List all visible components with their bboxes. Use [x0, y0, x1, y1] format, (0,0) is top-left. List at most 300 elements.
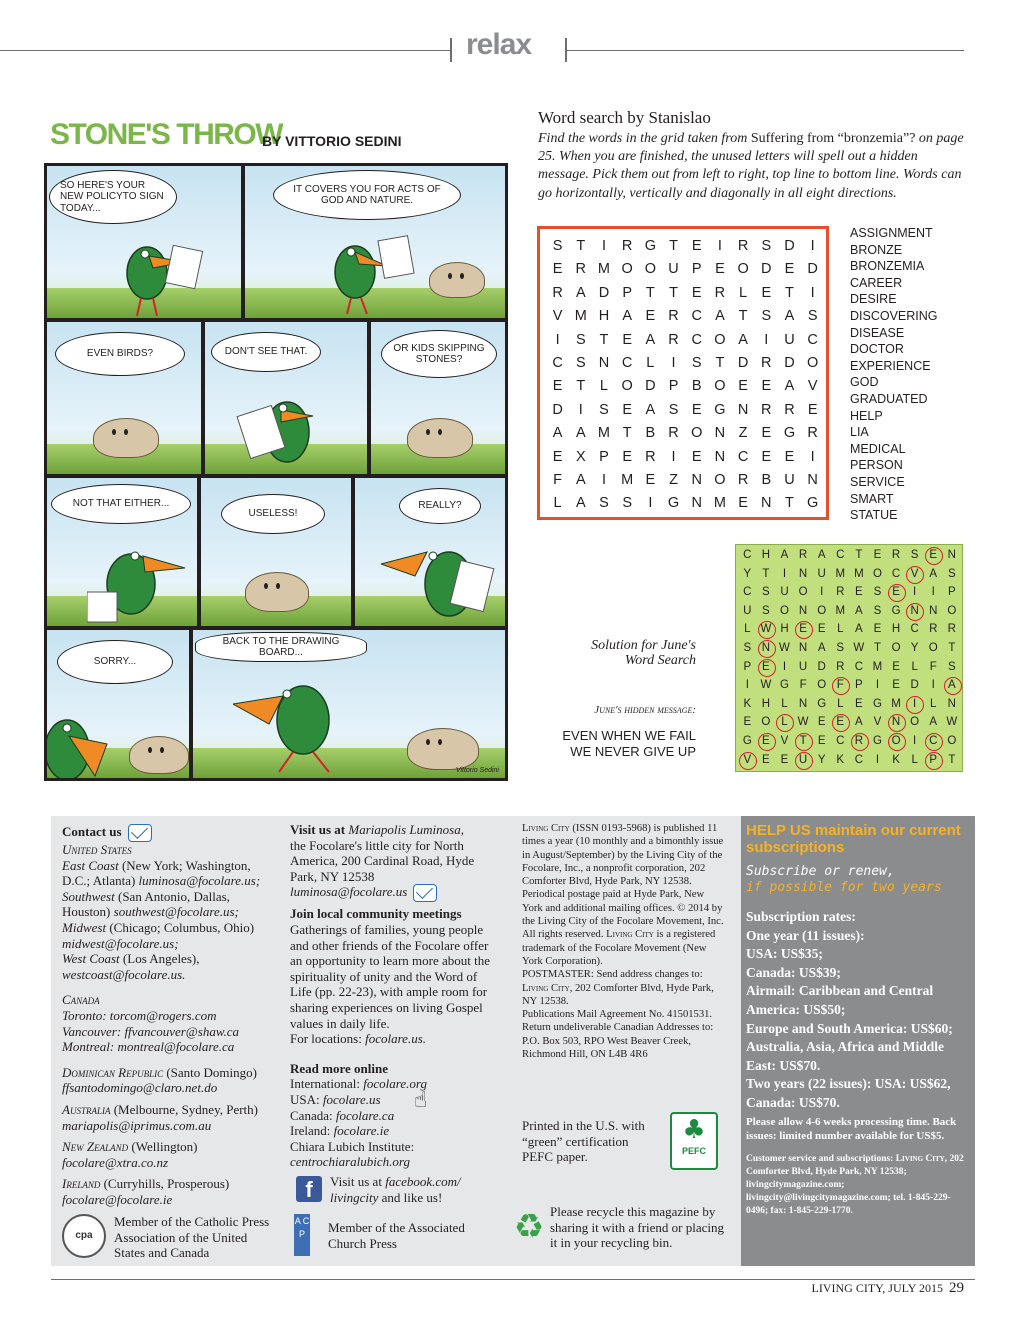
solution-letter: F — [799, 679, 807, 692]
comic-panel-9 — [46, 629, 190, 779]
grid-letter: E — [622, 331, 632, 348]
solution-letter: C — [854, 660, 864, 673]
grid-letter: T — [785, 284, 794, 301]
grid-letter: B — [761, 471, 772, 488]
stone-character — [407, 418, 473, 458]
grid-letter: D — [598, 284, 610, 301]
speech-bubble: EVEN BIRDS? — [55, 332, 185, 376]
help-heading: HELP US maintain our current subscriptions — [746, 822, 961, 856]
grid-letter: C — [691, 331, 702, 348]
grid-letter: U — [784, 471, 795, 488]
grid-letter: E — [691, 448, 702, 465]
solution-caption: Solution for June's Word Search — [591, 638, 696, 668]
solution-letter: E — [743, 716, 752, 729]
southwest-email-link[interactable]: southwest@focolare.us; — [113, 904, 239, 920]
grid-letter: R — [737, 471, 749, 488]
solution-letter: C — [836, 734, 845, 747]
grid-letter: E — [715, 261, 725, 278]
stone-character — [245, 572, 309, 612]
header-tick-left — [450, 38, 452, 62]
grid-letter: R — [761, 401, 772, 418]
solution-letter: T — [948, 641, 956, 654]
grid-letter: E — [761, 378, 772, 395]
grid-letter: E — [552, 448, 563, 465]
grid-letter: N — [761, 495, 772, 512]
grid-letter: T — [715, 354, 725, 371]
solution-letter: S — [762, 604, 770, 617]
solution-letter: W — [946, 716, 958, 729]
solution-letter: S — [743, 641, 752, 654]
circled-letter: F — [831, 676, 850, 695]
grid-letter: E — [784, 448, 795, 465]
solution-letter: A — [855, 604, 863, 617]
word-list-item: STATUE — [850, 508, 898, 523]
grid-letter: I — [578, 401, 583, 418]
solution-letter: H — [761, 697, 771, 710]
folio: LIVING CITY, JULY 2015 29 — [811, 1280, 964, 1296]
grid-letter: O — [621, 378, 633, 395]
circled-letter: R — [850, 732, 869, 751]
solution-letter: R — [798, 549, 808, 561]
grid-letter: D — [807, 261, 818, 278]
grid-letter: E — [645, 308, 656, 325]
circled-letter: E — [757, 658, 776, 677]
solution-letter: L — [744, 623, 751, 636]
word-list-item: CAREER — [850, 275, 903, 290]
grid-letter: O — [644, 261, 656, 278]
speech-bubble: NOT THAT EITHER... — [51, 484, 191, 524]
grid-letter: C — [807, 331, 818, 348]
email-icon — [413, 884, 437, 902]
meetings-heading: Join local community meetings — [290, 906, 462, 922]
solution-row — [738, 639, 962, 658]
solution-letter: N — [798, 567, 808, 580]
solution-letter: E — [873, 549, 882, 561]
solution-letter: O — [928, 641, 938, 654]
grid-letter: E — [552, 378, 563, 395]
solution-letter: I — [931, 679, 935, 692]
solution-letter: N — [929, 604, 938, 617]
solution-row — [738, 565, 962, 584]
grid-letter: M — [597, 261, 611, 278]
solution-letter: K — [743, 697, 752, 710]
solution-letter: A — [817, 549, 826, 561]
solution-letter: M — [854, 567, 864, 580]
grid-letter: R — [714, 284, 726, 301]
solution-letter: L — [781, 697, 788, 710]
grid-letter: S — [599, 401, 609, 418]
us-label: United States — [62, 842, 132, 858]
grid-letter: V — [552, 308, 563, 325]
grid-letter: R — [645, 448, 656, 465]
solution-letter: P — [855, 679, 863, 692]
grid-letter: G — [714, 401, 726, 418]
solution-letter: S — [873, 586, 882, 599]
circled-letter: E — [757, 732, 776, 751]
grid-letter: V — [807, 378, 818, 395]
stone-character — [93, 418, 159, 458]
grid-letter: A — [575, 425, 586, 442]
institute-link[interactable]: centrochiaralubich.org — [290, 1154, 410, 1170]
rates-heading: Subscription rates: — [746, 909, 856, 924]
grid-letter: R — [668, 425, 679, 442]
grid-letter: D — [737, 354, 749, 371]
grid-letter: E — [807, 401, 818, 418]
comic-panel-6 — [46, 477, 198, 627]
grid-row — [546, 305, 826, 328]
bird-illustration — [87, 526, 197, 626]
grid-letter: Z — [669, 471, 678, 488]
grid-letter: M — [713, 495, 726, 512]
grid-letter: S — [691, 354, 702, 371]
header-rule-right — [567, 50, 964, 51]
grid-letter: A — [784, 378, 795, 395]
grid-letter: A — [738, 331, 748, 348]
word-list-item: GOD — [850, 375, 879, 390]
grid-letter: N — [598, 354, 610, 371]
ireland-email-link[interactable]: focolare@focolare.ie — [62, 1191, 173, 1207]
solution-letter: E — [780, 753, 789, 766]
solution-letter: S — [947, 567, 956, 580]
grid-letter: E — [622, 448, 632, 465]
solution-row — [738, 602, 962, 621]
circled-letter: O — [887, 732, 906, 751]
word-list-item: DISEASE — [850, 325, 905, 340]
grid-letter: P — [668, 378, 679, 395]
grid-letter: I — [671, 354, 676, 371]
grid-letter: R — [668, 331, 679, 348]
solution-letter: G — [742, 734, 752, 747]
vancouver-contact[interactable]: Vancouver: ffvancouver@shaw.ca — [62, 1023, 240, 1039]
grid-letter: P — [691, 261, 702, 278]
ireland-link[interactable]: focolare.ie — [333, 1123, 390, 1139]
pointer-hand-icon: ☝ — [414, 1088, 428, 1113]
grid-letter: T — [738, 308, 748, 325]
locations-link[interactable]: focolare.us. — [365, 1031, 427, 1047]
solution-letter: W — [797, 716, 809, 729]
comic-byline: BY VITTORIO SEDINI — [262, 133, 402, 149]
solution-letter: I — [931, 586, 935, 599]
facebook-link[interactable]: facebook.com/ livingcity — [330, 1174, 461, 1205]
word-list-item: MEDICAL — [850, 441, 906, 456]
circled-letter: N — [757, 639, 776, 658]
solution-letter: V — [873, 716, 882, 729]
grid-letter: E — [738, 495, 748, 512]
comic-panel-10 — [192, 629, 506, 779]
grid-row — [546, 235, 826, 258]
grid-letter: O — [714, 471, 726, 488]
montreal-contact[interactable]: Montreal: montreal@focolare.ca — [62, 1039, 235, 1055]
grid-letter: I — [810, 284, 815, 301]
grid-letter: T — [645, 284, 655, 301]
grid-letter: G — [644, 238, 656, 254]
solution-letter: S — [947, 660, 956, 673]
grid-letter: S — [761, 308, 772, 325]
solution-letter: E — [873, 623, 882, 636]
grid-letter: E — [761, 425, 772, 442]
facebook-icon[interactable]: f — [296, 1176, 322, 1202]
grid-letter: M — [597, 425, 611, 442]
grid-letter: A — [645, 401, 656, 418]
solution-letter: A — [855, 716, 863, 729]
solution-row — [738, 583, 962, 602]
publication-column: Living City (ISSN 0193-5968) is published 11 times a year (10 monthly and a bimonthly issue in August/September) by the Living City of the Focolare, Inc., a nonprofit corporation, 202 Comforter Blvd, Hyde Park, NY 12538. Periodical postage paid at Hyde Park, New York and additional mailing offices. © 2014 by the Living City of the Focolare Movement, Inc. All rights reserved. Living City is a registered trademark of the Focolare Movement (New York Corporation). POSTMASTER: Send address changes to: Living City, 202 Comforter Blvd, Hyde Park, NY 12538. Publications Mail Agreement No. 41501531. Return undeliverable Canadian Addresses to: P.O. Box 503, RPO West Beaver Creek, Richmond Hill, ON L4B 4R6 — [522, 823, 724, 1061]
grid-letter: S — [622, 495, 632, 512]
grid-row — [546, 375, 826, 398]
grid-letter: A — [784, 308, 795, 325]
acp-logo-icon: A C P — [294, 1214, 310, 1256]
grid-letter: N — [691, 471, 702, 488]
solution-letter: Y — [743, 567, 752, 580]
grid-letter: I — [648, 495, 653, 512]
solution-letter: I — [875, 679, 880, 692]
page-number: 29 — [949, 1280, 964, 1296]
solution-letter: S — [873, 604, 882, 617]
solution-letter: I — [913, 586, 917, 599]
circled-letter: N — [887, 713, 906, 732]
canada-link[interactable]: focolare.ca — [335, 1107, 395, 1123]
solution-row — [738, 658, 962, 677]
grid-letter: R — [761, 354, 772, 371]
grid-letter: S — [668, 401, 679, 418]
toronto-contact[interactable]: Toronto: torcom@rogers.com — [62, 1007, 217, 1023]
section-title: relax — [466, 28, 532, 61]
grid-letter: D — [552, 401, 563, 418]
solution-letter: W — [760, 679, 772, 692]
grid-letter: T — [669, 284, 678, 301]
word-list-item: PERSON — [850, 458, 903, 473]
solution-letter: M — [835, 604, 846, 617]
comic-panel-7 — [200, 477, 352, 627]
grid-letter: S — [599, 495, 609, 512]
circled-letter: W — [757, 620, 776, 639]
grid-letter: B — [691, 378, 702, 395]
grid-letter: R — [668, 308, 679, 325]
solution-letter: M — [835, 567, 846, 580]
comic-title: STONE'S THROW — [50, 118, 283, 151]
contact-column: Contact us United States East Coast (New York; Washington, D.C.; Atlanta) luminosa@focolare.us; Southwest (San Antonio, Dallas, Houston) southwest@focolare.us; Midwest (Chicago; Columbus, Ohio) midwest@focolare.us; West Coast (Los Angeles), westcoast@focolare.us. Canada Toronto: torcom@rogers.com Vancouver: ffvancouver@shaw.ca Montreal: montreal@focolare.ca Dominican Republic (Santo Domingo) ffsantodomingo@claro.net.do Australia (Melbourne, Sydney, Perth) mariapolis@iprimus.com.au New Zealand (Wellington) focolare@xtra.co.nz Ireland (Curryhills, Prosperous) focolare@focolare.ie — [62, 824, 274, 1207]
grid-letter: I — [810, 238, 815, 254]
australia-email-link[interactable]: mariapolis@iprimus.com.au — [62, 1117, 212, 1133]
grid-letter: I — [764, 331, 769, 348]
solution-letter: G — [872, 697, 882, 710]
word-search-grid — [537, 226, 829, 520]
grid-letter: G — [783, 425, 796, 442]
comic-panel-1 — [46, 165, 242, 319]
grid-letter: O — [714, 331, 726, 348]
grid-letter: A — [575, 471, 586, 488]
grid-row — [546, 399, 826, 422]
grid-letter: X — [575, 448, 586, 465]
grid-letter: E — [691, 238, 702, 254]
solution-letter: E — [892, 660, 900, 673]
grid-letter: D — [761, 261, 772, 278]
grid-letter: E — [761, 448, 772, 465]
solution-letter: E — [892, 679, 900, 692]
speech-bubble: USELESS! — [221, 494, 325, 534]
circled-letter: C — [924, 732, 943, 751]
grid-letter: L — [599, 378, 608, 395]
grid-letter: T — [576, 238, 586, 254]
solution-letter: I — [745, 679, 749, 692]
solution-letter: H — [761, 549, 771, 561]
solution-letter: C — [891, 567, 901, 580]
grid-letter: I — [810, 448, 815, 465]
grid-letter: U — [784, 331, 795, 348]
solution-letter: U — [798, 660, 808, 673]
solution-letter: G — [817, 697, 827, 710]
solution-letter: E — [817, 623, 826, 636]
grid-letter: I — [671, 448, 676, 465]
speech-bubble: DON'T SEE THAT. — [211, 332, 321, 372]
new-zealand-email-link[interactable]: focolare@xtra.co.nz — [62, 1154, 169, 1170]
grid-row — [546, 329, 826, 352]
grid-letter: O — [714, 378, 726, 395]
solution-letter: L — [837, 623, 844, 636]
word-list-item: ASSIGNMENT — [850, 226, 933, 240]
grid-letter: B — [645, 425, 656, 442]
solution-letter: N — [798, 604, 808, 617]
circled-letter: N — [905, 602, 924, 621]
solution-row — [738, 620, 962, 639]
circled-letter: E — [887, 583, 906, 602]
grid-letter: A — [715, 308, 725, 325]
solution-row — [738, 751, 962, 770]
east-email-link[interactable]: luminosa@focolare.us; — [138, 873, 261, 889]
solution-letter: S — [910, 549, 919, 561]
meetings-text: Gatherings of families, young people and other friends of the Focolare offer an opportunity to learn more about the spirituality of unity and the Word of Life (pp. 22-23), with ample room for sharing experiences on living Gospel values in daily life. — [290, 921, 491, 1031]
solution-letter: E — [855, 586, 863, 599]
solution-letter: A — [855, 623, 863, 636]
circled-letter: I — [905, 695, 924, 714]
solution-letter: C — [743, 549, 752, 561]
grid-row — [546, 258, 826, 281]
grid-letter: E — [784, 261, 795, 278]
solution-letter: I — [820, 586, 824, 599]
grid-letter: I — [601, 238, 606, 254]
solution-letter: R — [947, 623, 956, 636]
speech-bubble: IT COVERS YOU FOR ACTS OF GOD AND NATURE. — [273, 170, 461, 220]
solution-letter: E — [855, 697, 863, 710]
word-list-item: DOCTOR — [850, 342, 904, 357]
grid-letter: C — [737, 448, 749, 465]
solution-letter: G — [872, 734, 882, 747]
cpa-logo-icon: cpa — [62, 1214, 106, 1258]
acp-membership: Member of the Associated Church Press — [328, 1220, 465, 1251]
grid-row — [546, 469, 826, 492]
solution-letter: U — [780, 586, 789, 599]
solution-letter: O — [872, 567, 882, 580]
grid-letter: T — [576, 378, 586, 395]
solution-letter: H — [780, 623, 789, 636]
midwest-email-link[interactable]: midwest@focolare.us; — [62, 935, 179, 951]
solution-letter: L — [930, 697, 937, 710]
grid-letter: N — [714, 448, 726, 465]
grid-letter: C — [552, 354, 563, 371]
solution-letter: O — [817, 679, 827, 692]
grid-letter: T — [669, 238, 678, 254]
printed-note: Printed in the U.S. with “green” certification PEFC paper. — [522, 1118, 645, 1165]
usa-link[interactable]: focolare.us — [322, 1091, 381, 1107]
grid-letter: R — [621, 238, 633, 254]
intl-link[interactable]: focolare.org — [363, 1076, 427, 1092]
circled-letter: V — [905, 565, 924, 584]
solution-letter: T — [948, 753, 956, 766]
solution-letter: G — [891, 604, 901, 617]
solution-letter: A — [929, 716, 938, 729]
bird-illustration — [233, 660, 373, 776]
word-list — [850, 225, 938, 524]
solution-letter: K — [836, 753, 845, 766]
solution-letter: N — [798, 697, 808, 710]
solution-letter: V — [780, 734, 789, 747]
solution-letter: R — [836, 586, 845, 599]
pefc-logo-icon: ♣ PEFC — [670, 1112, 718, 1170]
solution-letter: U — [743, 604, 752, 617]
word-search-instructions: Find the words in the grid taken from Suffering from “bronzemia”? on page 25. When you are finished, the unused letters will spell out a hidden message. Pick them out from left to right, top line to bottom line. Words can go horizontally, vertically and diagonally in all eight directions. — [538, 131, 964, 201]
grid-letter: N — [691, 495, 702, 512]
west-email-link[interactable]: westcoast@focolare.us. — [62, 966, 186, 982]
email-icon — [128, 824, 152, 842]
comic-panel-3 — [46, 321, 202, 475]
solution-letter: A — [817, 641, 826, 654]
facebook-text: Visit us at facebook.com/ livingcity and like us! — [330, 1174, 461, 1205]
solution-letter: T — [762, 567, 770, 580]
comic-strip — [44, 163, 508, 781]
solution-letter: O — [761, 716, 771, 729]
grid-row — [546, 446, 826, 469]
solution-letter: W — [853, 641, 865, 654]
luminosa-address: the Focolare's little city for North America, 200 Cardinal Road, Hyde Park, NY 12538 — [290, 837, 475, 884]
speech-bubble: REALLY? — [399, 488, 481, 524]
grid-letter: A — [575, 495, 586, 512]
word-search-title: Word search by Stanislao — [538, 108, 711, 127]
solution-letter: O — [798, 586, 808, 599]
circled-letter: A — [943, 676, 962, 695]
grid-letter: P — [599, 448, 609, 465]
grid-letter: E — [622, 401, 632, 418]
visit-column: Visit us at Mariapolis Luminosa, the Focolare's little city for North America, 200 Cardinal Road, Hyde Park, NY 12538 luminosa@focolare.us Join local community meetings Gatherings of families, young people and other friends of the Focolare offer an opportunity to learn more about the spirituality of unity and the Word of Life (pp. 22-23), with ample room for sharing experiences on living Gospel values in daily life. For locations: focolare.us. Read more online International: focolare.org USA: focolare.us Canada: focolare.ca Ireland: focolare.ie Chiara Lubich Institute: centrochiaralubich.org — [290, 822, 502, 1170]
grid-letter: I — [555, 331, 560, 348]
tree-icon: ♣ — [682, 1115, 706, 1145]
solution-letter: N — [947, 697, 956, 710]
solution-letter: O — [947, 734, 957, 747]
solution-letter: O — [780, 604, 789, 617]
dominican-email-link[interactable]: ffsantodomingo@claro.net.do — [62, 1080, 218, 1096]
grid-letter: M — [574, 308, 587, 325]
solution-letter: N — [947, 549, 956, 561]
solution-letter: O — [817, 604, 827, 617]
solution-letter: S — [836, 641, 845, 654]
solution-letter: N — [798, 641, 808, 654]
solution-row — [738, 676, 962, 695]
grid-row — [546, 422, 826, 445]
circled-letter: E — [794, 620, 813, 639]
luminosa-email-link[interactable]: luminosa@focolare.us — [290, 884, 408, 900]
solution-letter: O — [910, 716, 920, 729]
comic-panel-8 — [354, 477, 506, 627]
grid-letter: R — [737, 238, 749, 254]
solution-letter: T — [873, 641, 881, 654]
bird-illustration — [47, 700, 127, 779]
grid-letter: M — [621, 471, 634, 488]
solution-letter: L — [911, 660, 918, 673]
grid-letter: T — [599, 331, 609, 348]
circled-letter: V — [738, 751, 757, 770]
stone-character — [407, 728, 479, 770]
grid-letter: G — [667, 495, 680, 512]
word-list-item: SMART — [850, 491, 894, 506]
